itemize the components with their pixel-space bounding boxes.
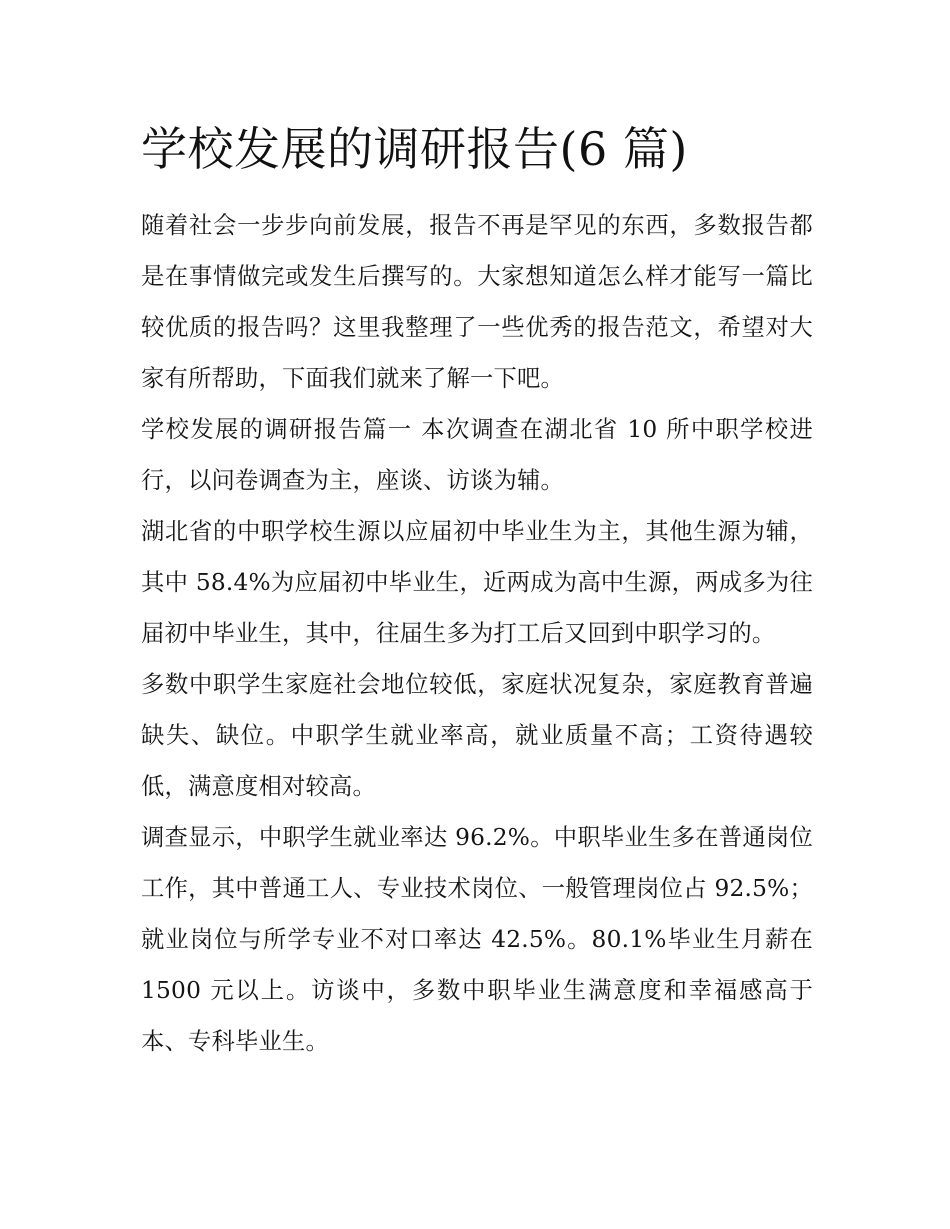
paragraph-employment-stats: 调查显示，中职学生就业率达 96.2%。中职毕业生多在普通岗位工作，其中普通工人、专业技术岗位、一般管理岗位占 92.5%；就业岗位与所学专业不对口率达 42.5%。80.1%毕业生月薪在 1500 元以上。访谈中，多数中职毕业生满意度和幸福感高于本、专科毕业生。 bbox=[141, 824, 813, 1055]
paragraph-intro: 随着社会一步步向前发展，报告不再是罕见的东西，多数报告都是在事情做完或发生后撰写的。大家想知道怎么样才能写一篇比较优质的报告吗？这里我整理了一些优秀的报告范文，希望对大家有所帮助，下面我们就来了解一下吧。 bbox=[141, 212, 813, 392]
paragraph-family-background: 多数中职学生家庭社会地位较低，家庭状况复杂，家庭教育普遍缺失、缺位。中职学生就业率高，就业质量不高；工资待遇较低，满意度相对较高。 bbox=[141, 671, 813, 800]
document-title: 学校发展的调研报告(6 篇) bbox=[141, 122, 688, 176]
paragraph-student-sources: 湖北省的中职学校生源以应届初中毕业生为主，其他生源为辅，其中 58.4%为应届初中毕业生，近两成为高中生源，两成多为往届初中毕业生，其中，往届生多为打工后又回到中职学习的。 bbox=[141, 518, 813, 647]
paragraph-survey-scope: 学校发展的调研报告篇一 本次调查在湖北省 10 所中职学校进行，以问卷调查为主，座谈、访谈为辅。 bbox=[141, 416, 813, 494]
document-body bbox=[141, 118, 813, 1067]
